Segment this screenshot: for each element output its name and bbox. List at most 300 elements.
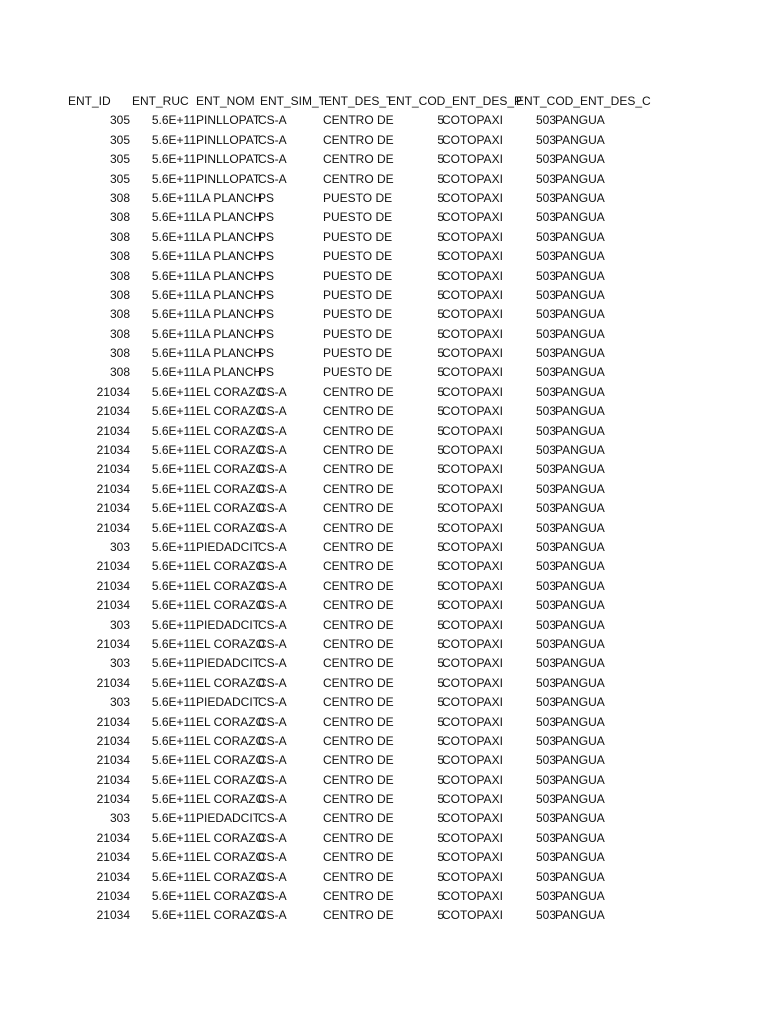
ent-id-cell: 308	[109, 229, 130, 244]
ent-des-tipo-cell: CENTRO DE	[323, 850, 394, 865]
ent-id-cell: 308	[109, 346, 130, 361]
ent-des-prov-cell: COTOPAXI	[442, 520, 503, 535]
ent-id-cell: 308	[109, 326, 130, 341]
ent-ruc-cell: 5.6E+11	[151, 249, 196, 264]
ent-sim-cell: PS	[258, 249, 275, 264]
ent-des-prov-cell: COTOPAXI	[442, 113, 503, 128]
ent-des-prov-cell: COTOPAXI	[442, 249, 503, 264]
ent-des-tipo-cell: PUESTO DE	[323, 326, 393, 341]
ent-des-tipo-cell: CENTRO DE	[323, 152, 394, 167]
ent-cod-prov-cell: 5	[437, 792, 444, 807]
table-row	[68, 228, 644, 247]
ent-des-tipo-cell: CENTRO DE	[323, 675, 394, 690]
table-row	[68, 732, 644, 751]
ent-ruc-cell: 5.6E+11	[151, 578, 196, 593]
ent-des-prov-cell: COTOPAXI	[442, 617, 503, 632]
ent-cod-prov-cell: 5	[437, 423, 444, 438]
table-row	[68, 363, 644, 382]
ent-nom-cell: PIEDADCIT	[196, 656, 261, 671]
ent-des-cant-cell: PANGUA	[555, 113, 605, 128]
ent-des-prov-cell: COTOPAXI	[442, 462, 503, 477]
ent-des-prov-cell: COTOPAXI	[442, 733, 503, 748]
ent-cod-cant-cell: 503	[535, 462, 556, 477]
ent-des-tipo-cell: CENTRO DE	[323, 384, 394, 399]
ent-des-cant-cell: PANGUA	[555, 268, 605, 283]
ent-id-cell: 308	[109, 210, 130, 225]
ent-id-cell: 308	[109, 268, 130, 283]
ent-cod-cant-cell: 503	[535, 889, 556, 904]
ent-des-tipo-cell: CENTRO DE	[323, 578, 394, 593]
ent-des-cant-cell: PANGUA	[555, 559, 605, 574]
ent-id-cell: 21034	[96, 462, 130, 477]
table-row	[68, 305, 644, 324]
ent-des-cant-cell: PANGUA	[555, 695, 605, 710]
ent-id-cell: 308	[109, 190, 130, 205]
ent-cod-cant-cell: 503	[535, 326, 556, 341]
ent-cod-prov-cell: 5	[437, 578, 444, 593]
ent-cod-cant-cell: 503	[535, 501, 556, 516]
ent-sim-cell: CS-A	[258, 811, 287, 826]
ent-des-prov-cell: COTOPAXI	[442, 229, 503, 244]
ent-cod-prov-cell: 5	[437, 520, 444, 535]
ent-id-cell: 21034	[96, 772, 130, 787]
ent-nom-cell: LA PLANCH	[196, 268, 263, 283]
ent-des-prov-cell: COTOPAXI	[442, 830, 503, 845]
ent-nom-cell: LA PLANCH	[196, 287, 263, 302]
ent-des-cant-cell: PANGUA	[555, 384, 605, 399]
ent-nom-cell: EL CORAZO	[196, 501, 265, 516]
table-row	[68, 557, 644, 576]
ent-des-prov-cell: COTOPAXI	[442, 307, 503, 322]
ent-des-prov-cell: COTOPAXI	[442, 384, 503, 399]
ent-nom-cell: EL CORAZO	[196, 423, 265, 438]
ent-id-cell: 305	[109, 171, 130, 186]
ent-cod-prov-cell: 5	[437, 268, 444, 283]
ent-des-cant-cell: PANGUA	[555, 210, 605, 225]
ent-id-cell: 305	[109, 152, 130, 167]
ent-ruc-cell: 5.6E+11	[151, 792, 196, 807]
ent-sim-cell: PS	[258, 190, 275, 205]
ent-des-cant-cell: PANGUA	[555, 656, 605, 671]
ent-des-cant-cell: PANGUA	[555, 171, 605, 186]
ent-cod-prov-cell: 5	[437, 695, 444, 710]
header-cell: ENT_SIM_T	[260, 94, 327, 108]
ent-ruc-cell: 5.6E+11	[151, 559, 196, 574]
ent-des-cant-cell: PANGUA	[555, 792, 605, 807]
ent-des-cant-cell: PANGUA	[555, 501, 605, 516]
ent-sim-cell: CS-A	[258, 443, 287, 458]
ent-nom-cell: EL CORAZO	[196, 714, 265, 729]
ent-des-tipo-cell: CENTRO DE	[323, 753, 394, 768]
ent-ruc-cell: 5.6E+11	[151, 365, 196, 380]
ent-des-prov-cell: COTOPAXI	[442, 346, 503, 361]
ent-cod-cant-cell: 503	[535, 365, 556, 380]
ent-des-prov-cell: COTOPAXI	[442, 404, 503, 419]
ent-cod-prov-cell: 5	[437, 152, 444, 167]
table-row	[68, 170, 644, 189]
ent-des-cant-cell: PANGUA	[555, 772, 605, 787]
ent-cod-prov-cell: 5	[437, 132, 444, 147]
table-row	[68, 422, 644, 441]
ent-cod-cant-cell: 503	[535, 190, 556, 205]
ent-sim-cell: CS-A	[258, 617, 287, 632]
ent-ruc-cell: 5.6E+11	[151, 714, 196, 729]
ent-cod-cant-cell: 503	[535, 132, 556, 147]
ent-sim-cell: CS-A	[258, 171, 287, 186]
ent-id-cell: 21034	[96, 792, 130, 807]
ent-nom-cell: EL CORAZO	[196, 675, 265, 690]
ent-des-tipo-cell: PUESTO DE	[323, 249, 393, 264]
ent-des-tipo-cell: CENTRO DE	[323, 501, 394, 516]
ent-ruc-cell: 5.6E+11	[151, 229, 196, 244]
ent-sim-cell: CS-A	[258, 539, 287, 554]
ent-des-prov-cell: COTOPAXI	[442, 772, 503, 787]
ent-nom-cell: EL CORAZO	[196, 462, 265, 477]
ent-id-cell: 21034	[96, 501, 130, 516]
ent-des-tipo-cell: CENTRO DE	[323, 733, 394, 748]
table-row	[68, 906, 644, 925]
ent-nom-cell: LA PLANCH	[196, 249, 263, 264]
ent-id-cell: 21034	[96, 443, 130, 458]
ent-sim-cell: CS-A	[258, 714, 287, 729]
ent-des-tipo-cell: CENTRO DE	[323, 617, 394, 632]
ent-cod-cant-cell: 503	[535, 443, 556, 458]
ent-id-cell: 21034	[96, 675, 130, 690]
ent-sim-cell: PS	[258, 287, 275, 302]
ent-cod-prov-cell: 5	[437, 229, 444, 244]
ent-cod-prov-cell: 5	[437, 830, 444, 845]
ent-ruc-cell: 5.6E+11	[151, 733, 196, 748]
ent-des-tipo-cell: CENTRO DE	[323, 636, 394, 651]
ent-sim-cell: CS-A	[258, 869, 287, 884]
table-row	[68, 344, 644, 363]
ent-nom-cell: LA PLANCH	[196, 210, 263, 225]
ent-cod-prov-cell: 5	[437, 617, 444, 632]
ent-des-prov-cell: COTOPAXI	[442, 287, 503, 302]
ent-des-tipo-cell: CENTRO DE	[323, 443, 394, 458]
ent-cod-prov-cell: 5	[437, 481, 444, 496]
table-row	[68, 519, 644, 538]
ent-des-cant-cell: PANGUA	[555, 346, 605, 361]
ent-des-tipo-cell: PUESTO DE	[323, 190, 393, 205]
ent-des-tipo-cell: CENTRO DE	[323, 520, 394, 535]
ent-cod-prov-cell: 5	[437, 113, 444, 128]
ent-nom-cell: LA PLANCH	[196, 346, 263, 361]
ent-nom-cell: LA PLANCH	[196, 365, 263, 380]
ent-cod-cant-cell: 503	[535, 733, 556, 748]
ent-ruc-cell: 5.6E+11	[151, 307, 196, 322]
ent-des-tipo-cell: CENTRO DE	[323, 598, 394, 613]
ent-sim-cell: CS-A	[258, 772, 287, 787]
ent-id-cell: 305	[109, 132, 130, 147]
ent-cod-cant-cell: 503	[535, 481, 556, 496]
ent-cod-cant-cell: 503	[535, 113, 556, 128]
ent-ruc-cell: 5.6E+11	[151, 423, 196, 438]
ent-des-cant-cell: PANGUA	[555, 811, 605, 826]
ent-ruc-cell: 5.6E+11	[151, 753, 196, 768]
ent-sim-cell: CS-A	[258, 753, 287, 768]
ent-cod-cant-cell: 503	[535, 636, 556, 651]
ent-des-prov-cell: COTOPAXI	[442, 811, 503, 826]
ent-cod-prov-cell: 5	[437, 501, 444, 516]
ent-des-prov-cell: COTOPAXI	[442, 210, 503, 225]
ent-des-cant-cell: PANGUA	[555, 578, 605, 593]
ent-des-prov-cell: COTOPAXI	[442, 850, 503, 865]
ent-id-cell: 303	[109, 656, 130, 671]
ent-des-prov-cell: COTOPAXI	[442, 171, 503, 186]
ent-nom-cell: EL CORAZO	[196, 404, 265, 419]
ent-ruc-cell: 5.6E+11	[151, 462, 196, 477]
ent-id-cell: 21034	[96, 598, 130, 613]
ent-des-tipo-cell: PUESTO DE	[323, 365, 393, 380]
ent-des-cant-cell: PANGUA	[555, 307, 605, 322]
ent-des-tipo-cell: CENTRO DE	[323, 656, 394, 671]
table-row	[68, 131, 644, 150]
ent-des-cant-cell: PANGUA	[555, 423, 605, 438]
ent-id-cell: 303	[109, 695, 130, 710]
ent-des-prov-cell: COTOPAXI	[442, 481, 503, 496]
ent-cod-cant-cell: 503	[535, 287, 556, 302]
ent-id-cell: 308	[109, 287, 130, 302]
ent-sim-cell: CS-A	[258, 598, 287, 613]
ent-nom-cell: EL CORAZO	[196, 869, 265, 884]
ent-cod-prov-cell: 5	[437, 539, 444, 554]
ent-des-cant-cell: PANGUA	[555, 830, 605, 845]
table-row	[68, 499, 644, 518]
table-row	[68, 460, 644, 479]
header-cell: ENT_ID	[68, 94, 111, 108]
ent-cod-cant-cell: 503	[535, 578, 556, 593]
ent-ruc-cell: 5.6E+11	[151, 908, 196, 923]
ent-sim-cell: CS-A	[258, 889, 287, 904]
ent-ruc-cell: 5.6E+11	[151, 132, 196, 147]
ent-des-prov-cell: COTOPAXI	[442, 559, 503, 574]
ent-des-cant-cell: PANGUA	[555, 404, 605, 419]
ent-nom-cell: EL CORAZO	[196, 753, 265, 768]
header-row	[68, 92, 651, 111]
ent-nom-cell: EL CORAZO	[196, 384, 265, 399]
ent-id-cell: 21034	[96, 869, 130, 884]
ent-sim-cell: CS-A	[258, 656, 287, 671]
ent-des-cant-cell: PANGUA	[555, 539, 605, 554]
table-row	[68, 480, 644, 499]
ent-id-cell: 21034	[96, 423, 130, 438]
ent-cod-prov-cell: 5	[437, 675, 444, 690]
ent-sim-cell: CS-A	[258, 132, 287, 147]
table-row	[68, 577, 644, 596]
ent-ruc-cell: 5.6E+11	[151, 171, 196, 186]
ent-id-cell: 21034	[96, 733, 130, 748]
ent-des-cant-cell: PANGUA	[555, 152, 605, 167]
ent-des-tipo-cell: CENTRO DE	[323, 462, 394, 477]
ent-des-prov-cell: COTOPAXI	[442, 578, 503, 593]
spreadsheet-table	[68, 92, 651, 926]
ent-ruc-cell: 5.6E+11	[151, 501, 196, 516]
ent-cod-prov-cell: 5	[437, 249, 444, 264]
ent-des-cant-cell: PANGUA	[555, 326, 605, 341]
ent-cod-prov-cell: 5	[437, 326, 444, 341]
ent-sim-cell: CS-A	[258, 559, 287, 574]
ent-cod-prov-cell: 5	[437, 190, 444, 205]
ent-cod-cant-cell: 503	[535, 656, 556, 671]
table-row	[68, 713, 644, 732]
ent-ruc-cell: 5.6E+11	[151, 384, 196, 399]
ent-ruc-cell: 5.6E+11	[151, 869, 196, 884]
ent-cod-prov-cell: 5	[437, 559, 444, 574]
header-cell: ENT_COD_	[388, 94, 453, 108]
ent-cod-cant-cell: 503	[535, 520, 556, 535]
ent-ruc-cell: 5.6E+11	[151, 850, 196, 865]
ent-id-cell: 21034	[96, 889, 130, 904]
ent-id-cell: 21034	[96, 714, 130, 729]
table-row	[68, 402, 644, 421]
ent-cod-cant-cell: 503	[535, 346, 556, 361]
ent-ruc-cell: 5.6E+11	[151, 443, 196, 458]
ent-des-cant-cell: PANGUA	[555, 753, 605, 768]
ent-nom-cell: EL CORAZO	[196, 733, 265, 748]
ent-cod-prov-cell: 5	[437, 384, 444, 399]
ent-nom-cell: PINLLOPAT	[196, 152, 261, 167]
ent-des-tipo-cell: PUESTO DE	[323, 268, 393, 283]
header-cell: ENT_DES_T	[324, 94, 394, 108]
ent-des-tipo-cell: PUESTO DE	[323, 346, 393, 361]
ent-sim-cell: PS	[258, 307, 275, 322]
ent-id-cell: 21034	[96, 384, 130, 399]
ent-sim-cell: PS	[258, 326, 275, 341]
ent-nom-cell: EL CORAZO	[196, 772, 265, 787]
ent-des-prov-cell: COTOPAXI	[442, 792, 503, 807]
ent-des-tipo-cell: CENTRO DE	[323, 481, 394, 496]
table-row	[68, 441, 644, 460]
ent-id-cell: 308	[109, 307, 130, 322]
ent-des-prov-cell: COTOPAXI	[442, 656, 503, 671]
ent-cod-cant-cell: 503	[535, 908, 556, 923]
ent-des-tipo-cell: CENTRO DE	[323, 811, 394, 826]
table-row	[68, 150, 644, 169]
ent-cod-prov-cell: 5	[437, 210, 444, 225]
table-row	[68, 887, 644, 906]
ent-cod-cant-cell: 503	[535, 539, 556, 554]
ent-des-tipo-cell: CENTRO DE	[323, 830, 394, 845]
ent-cod-cant-cell: 503	[535, 792, 556, 807]
ent-ruc-cell: 5.6E+11	[151, 190, 196, 205]
ent-des-tipo-cell: CENTRO DE	[323, 559, 394, 574]
ent-ruc-cell: 5.6E+11	[151, 772, 196, 787]
ent-id-cell: 21034	[96, 636, 130, 651]
ent-des-cant-cell: PANGUA	[555, 617, 605, 632]
ent-cod-prov-cell: 5	[437, 908, 444, 923]
ent-cod-prov-cell: 5	[437, 636, 444, 651]
ent-cod-cant-cell: 503	[535, 617, 556, 632]
table-row	[68, 751, 644, 770]
ent-nom-cell: EL CORAZO	[196, 598, 265, 613]
ent-des-prov-cell: COTOPAXI	[442, 326, 503, 341]
header-cell: ENT_COD_	[516, 94, 581, 108]
header-cell: ENT_RUC	[132, 94, 189, 108]
ent-sim-cell: CS-A	[258, 695, 287, 710]
ent-id-cell: 303	[109, 811, 130, 826]
ent-sim-cell: CS-A	[258, 908, 287, 923]
ent-cod-prov-cell: 5	[437, 287, 444, 302]
ent-des-tipo-cell: PUESTO DE	[323, 307, 393, 322]
ent-id-cell: 21034	[96, 520, 130, 535]
table-row	[68, 616, 644, 635]
ent-sim-cell: CS-A	[258, 423, 287, 438]
ent-ruc-cell: 5.6E+11	[151, 152, 196, 167]
ent-des-tipo-cell: CENTRO DE	[323, 869, 394, 884]
ent-des-tipo-cell: CENTRO DE	[323, 539, 394, 554]
ent-cod-cant-cell: 503	[535, 423, 556, 438]
ent-des-cant-cell: PANGUA	[555, 714, 605, 729]
ent-des-prov-cell: COTOPAXI	[442, 190, 503, 205]
ent-sim-cell: CS-A	[258, 636, 287, 651]
ent-ruc-cell: 5.6E+11	[151, 675, 196, 690]
table-row	[68, 790, 644, 809]
ent-des-tipo-cell: CENTRO DE	[323, 889, 394, 904]
ent-id-cell: 21034	[96, 830, 130, 845]
table-row	[68, 111, 644, 130]
ent-des-cant-cell: PANGUA	[555, 889, 605, 904]
ent-des-cant-cell: PANGUA	[555, 733, 605, 748]
table-row	[68, 286, 644, 305]
ent-ruc-cell: 5.6E+11	[151, 830, 196, 845]
ent-des-cant-cell: PANGUA	[555, 520, 605, 535]
table-row	[68, 771, 644, 790]
ent-cod-cant-cell: 503	[535, 598, 556, 613]
ent-ruc-cell: 5.6E+11	[151, 617, 196, 632]
ent-des-tipo-cell: CENTRO DE	[323, 792, 394, 807]
table-body	[68, 111, 644, 925]
table-row	[68, 325, 644, 344]
ent-id-cell: 308	[109, 365, 130, 380]
ent-des-tipo-cell: PUESTO DE	[323, 287, 393, 302]
ent-cod-cant-cell: 503	[535, 171, 556, 186]
ent-cod-cant-cell: 503	[535, 850, 556, 865]
ent-des-cant-cell: PANGUA	[555, 132, 605, 147]
ent-des-prov-cell: COTOPAXI	[442, 268, 503, 283]
ent-des-cant-cell: PANGUA	[555, 908, 605, 923]
ent-ruc-cell: 5.6E+11	[151, 520, 196, 535]
table-row	[68, 247, 644, 266]
ent-ruc-cell: 5.6E+11	[151, 326, 196, 341]
ent-sim-cell: CS-A	[258, 481, 287, 496]
ent-ruc-cell: 5.6E+11	[151, 346, 196, 361]
ent-cod-cant-cell: 503	[535, 811, 556, 826]
ent-sim-cell: CS-A	[258, 733, 287, 748]
ent-id-cell: 21034	[96, 850, 130, 865]
header-cell: ENT_NOM	[196, 94, 255, 108]
ent-sim-cell: PS	[258, 268, 275, 283]
ent-cod-prov-cell: 5	[437, 869, 444, 884]
ent-nom-cell: LA PLANCH	[196, 307, 263, 322]
ent-des-tipo-cell: CENTRO DE	[323, 695, 394, 710]
ent-nom-cell: PINLLOPAT	[196, 113, 261, 128]
ent-nom-cell: EL CORAZO	[196, 481, 265, 496]
ent-nom-cell: EL CORAZO	[196, 578, 265, 593]
ent-ruc-cell: 5.6E+11	[151, 210, 196, 225]
ent-cod-cant-cell: 503	[535, 695, 556, 710]
ent-cod-prov-cell: 5	[437, 346, 444, 361]
ent-nom-cell: PIEDADCIT	[196, 617, 261, 632]
ent-sim-cell: CS-A	[258, 404, 287, 419]
ent-cod-cant-cell: 503	[535, 753, 556, 768]
ent-cod-cant-cell: 503	[535, 229, 556, 244]
ent-nom-cell: EL CORAZO	[196, 443, 265, 458]
ent-des-tipo-cell: PUESTO DE	[323, 210, 393, 225]
ent-id-cell: 21034	[96, 559, 130, 574]
ent-sim-cell: CS-A	[258, 830, 287, 845]
ent-des-cant-cell: PANGUA	[555, 287, 605, 302]
